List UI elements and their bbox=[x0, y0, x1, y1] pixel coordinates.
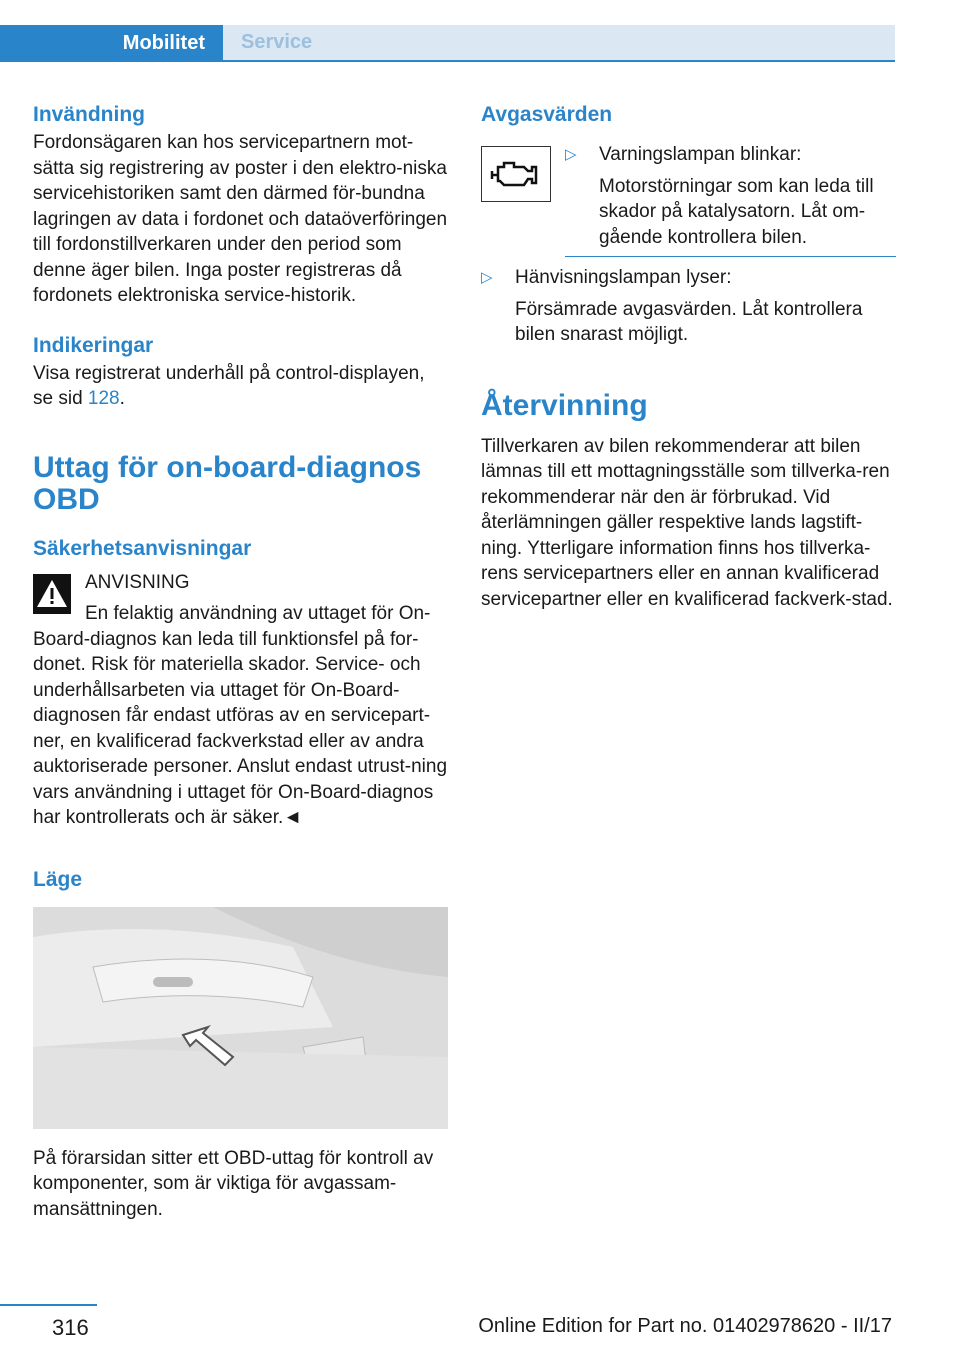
warning-block bbox=[33, 570, 448, 831]
avgas-list bbox=[565, 142, 896, 265]
indikeringar-heading: Indikeringar bbox=[33, 333, 154, 357]
list-item bbox=[565, 142, 896, 257]
lage-heading: Läge bbox=[33, 867, 83, 891]
footer-rule bbox=[0, 1304, 97, 1306]
tab-mobilitet[interactable]: Mobilitet bbox=[0, 25, 223, 62]
obd-heading: Uttag för on-board-diagnos OBD bbox=[33, 450, 422, 516]
atervinning-text: Tillverkaren av bilen rekommenderar att bilen lämnas till ett mottagningsställe som tillverka-ren rekommenderar när den är förbrukad. Vid återlämningen gäller respektive lands lagstift-ning. Ytterligare information finns hos tillverka-rens servicepartners eller en annan kvalificerad servicepartner eller en kvalificerad fackverk-stad. bbox=[481, 435, 893, 610]
indikeringar-paragraph: Visa registrerat underhåll på control-displayen, se sid 128. bbox=[33, 362, 425, 409]
sakerhet-heading: Säkerhetsanvisningar bbox=[33, 536, 252, 560]
header-bar bbox=[0, 0, 960, 64]
triangle-bullet-icon: ▷ bbox=[565, 146, 577, 163]
atervinning-heading: Återvinning bbox=[481, 388, 648, 422]
warning-title: ANVISNING bbox=[85, 571, 190, 593]
indikeringar-text: Visa registrerat underhåll på control-displayen, se sid bbox=[33, 362, 425, 409]
photo-caption: På förarsidan sitter ett OBD-uttag för kontroll av komponenter, som är viktiga för avgassam-mansättningen. bbox=[33, 1147, 434, 1220]
obd-location-photo bbox=[33, 907, 448, 1129]
right-column bbox=[481, 100, 896, 612]
list-item-detail: Försämrade avgasvärden. Låt kontrollera bilen snarast möjligt. bbox=[515, 298, 863, 345]
left-column bbox=[33, 100, 448, 1222]
triangle-bullet-icon: ▷ bbox=[481, 269, 493, 286]
edition-text: Online Edition for Part no. 01402978620 - II/17 bbox=[478, 1315, 892, 1337]
warning-text: Board-diagnos kan leda till funktionsfel på for-donet. Risk för materiella skador. Service- och underhållsarbeten via uttaget för On-Board-diagnosen får endast utföras av en servicepart-ner, en kvalificerad fackverkstad eller av andra auktoriserade personer. Anslut endast utrust-ning vars användning i uttaget för On-Board-diagnos har kontrollerats och är säker.◄ bbox=[33, 628, 448, 828]
avgas-heading: Avgasvärden bbox=[481, 103, 613, 126]
warning-icon bbox=[33, 574, 71, 614]
invandning-text: Fordonsägaren kan hos servicepartnern mot-sätta sig registrering av poster i den elektro-niska servicehistoriken samt den därmed för-bundna lagringen av data i fordonet och dataöverföringen till fordonstillverkaren under den period som denne äger bilen. Inga poster registreras då fordonets elektroniska service-historik. bbox=[33, 132, 448, 306]
avgas-block bbox=[481, 142, 896, 265]
list-item bbox=[481, 265, 896, 354]
tab-service[interactable]: Service bbox=[223, 25, 895, 62]
list-item-label: Varningslampan blinkar: bbox=[599, 144, 802, 165]
page-number: 316 bbox=[52, 1315, 89, 1340]
warning-first-line: En felaktig användning av uttaget för On- bbox=[85, 603, 431, 624]
page-link[interactable]: 128 bbox=[87, 388, 120, 409]
list-item-label: Hänvisningslampan lyser: bbox=[515, 267, 732, 288]
list-item-detail: Motorstörningar som kan leda till skador på katalysatorn. Låt om-gående kontrollera bilen. bbox=[599, 175, 874, 248]
check-engine-icon bbox=[481, 146, 551, 202]
invandning-heading: Invändning bbox=[33, 103, 145, 126]
